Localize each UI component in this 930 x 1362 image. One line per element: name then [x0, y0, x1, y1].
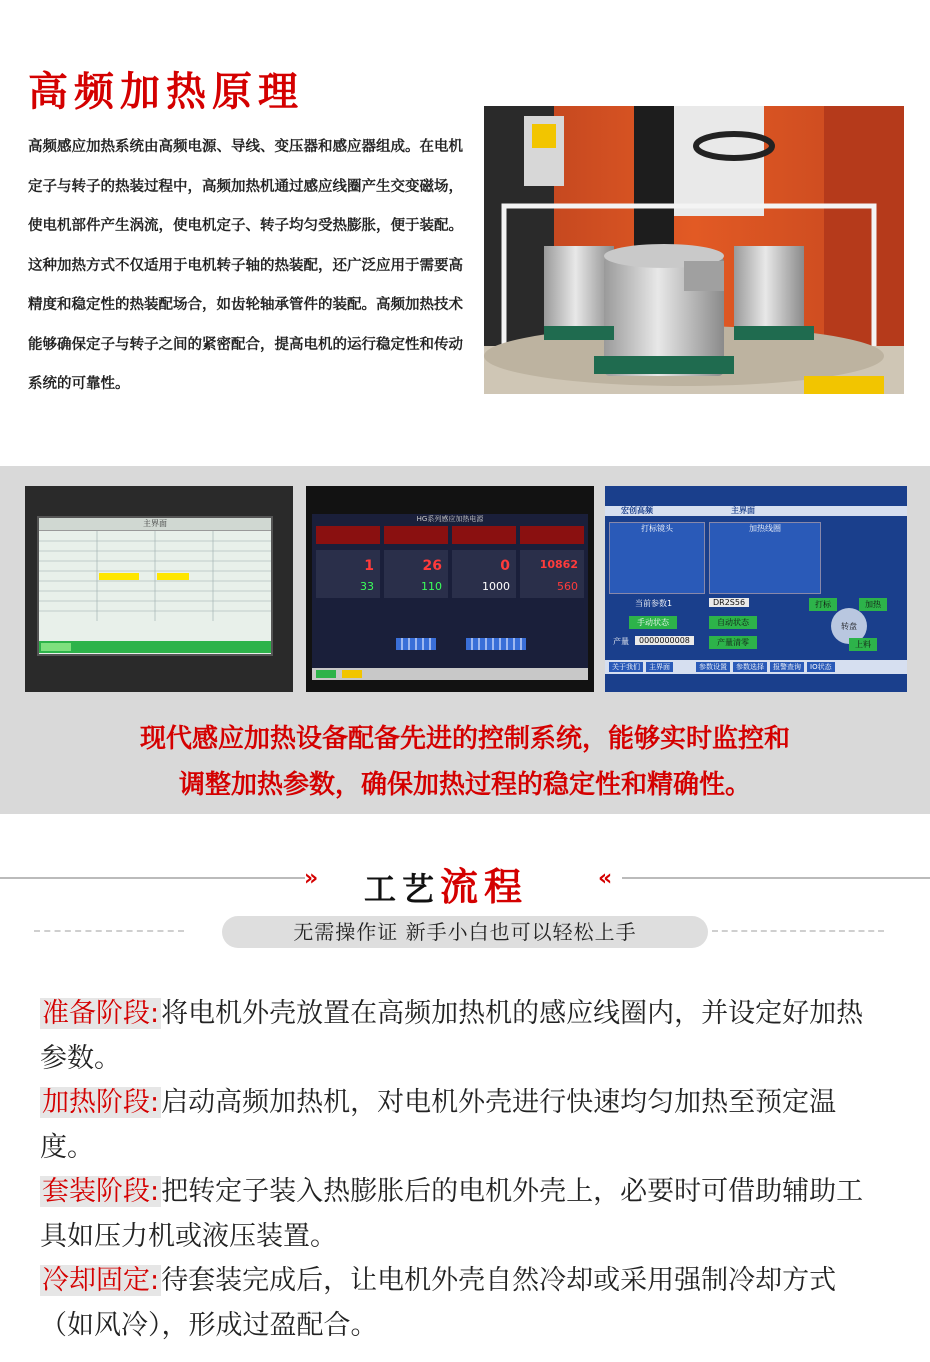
screen-3-header: [605, 506, 907, 516]
footer-about-button[interactable]: 关于我们: [609, 662, 643, 672]
title-rule-left: [0, 877, 305, 879]
section-title-process-red: 流程: [440, 865, 529, 909]
section-title-process: [364, 856, 528, 911]
caption-line-1: 现代感应加热设备配备先进的控制系统，能够实时监控和: [139, 724, 790, 754]
marking-lens-label: 打标镜头: [641, 524, 673, 533]
screen-2-bars: [316, 634, 584, 654]
step-assemble: [40, 1170, 870, 1259]
screen-1-table: [39, 531, 271, 655]
bar-2: [466, 638, 526, 650]
footer-alarm-button[interactable]: 报警查询: [770, 662, 804, 672]
control-screen-2: [306, 486, 594, 692]
control-screen-1: [25, 486, 293, 692]
heating-coil-label: 加热线圈: [749, 524, 781, 533]
screen-3-footer: [605, 660, 907, 674]
screen-3-title: 主界面: [731, 506, 755, 515]
title-rule-right: [622, 877, 930, 879]
load-button[interactable]: 上料: [849, 638, 877, 651]
screen-2-start-button[interactable]: [316, 670, 336, 678]
gauge-top-1: [316, 526, 380, 544]
readout-sv-2: 110: [421, 580, 442, 593]
screen-3-marking-lens: [609, 522, 705, 594]
step-label: 套装阶段:: [42, 1176, 160, 1207]
screen-3-brand: 宏创高频: [621, 506, 653, 515]
screen-3-params: [609, 598, 801, 654]
readout-pv-1: 1: [364, 558, 374, 574]
step-prepare: [40, 992, 870, 1081]
step-label: 准备阶段:: [42, 998, 160, 1029]
bar-1: [396, 638, 436, 650]
screen-2-display: [312, 514, 588, 680]
gauge-top-2: [384, 526, 448, 544]
section-title-heating-principle: 高频加热原理: [28, 69, 304, 115]
screen-1-display: [37, 516, 273, 656]
readout-sv-4: 560: [557, 580, 578, 593]
step-text: 待套装完成后，让电机外壳自然冷却或采用强制冷却方式（如风冷），形成过盈配合。: [40, 1265, 837, 1341]
screen-2-stop-button[interactable]: [342, 670, 362, 678]
readout-block-2: [384, 550, 448, 598]
gauge-top-3: [452, 526, 516, 544]
readout-pv-3: 0: [500, 558, 510, 574]
step-cool: [40, 1259, 870, 1348]
readout-pv-2: 26: [422, 558, 442, 574]
footer-param-settings-button[interactable]: 参数设置: [696, 662, 730, 672]
gauge-top-4: [520, 526, 584, 544]
screen-2-readouts: [312, 546, 588, 602]
step-label: 加热阶段:: [42, 1087, 160, 1118]
auto-mode-button[interactable]: 自动状态: [709, 616, 757, 629]
heat-button[interactable]: 加热: [859, 598, 887, 611]
step-text: 启动高频加热机，对电机外壳进行快速均匀加热至预定温度。: [40, 1087, 837, 1163]
control-system-caption: [40, 716, 890, 808]
turntable-button[interactable]: 转盘: [831, 608, 867, 644]
subtitle-dash-left: [34, 930, 184, 932]
footer-io-button[interactable]: IO状态: [807, 662, 835, 672]
caption-line-2: 调整加热参数，确保加热过程的稳定性和精确性。: [178, 770, 751, 800]
readout-block-4: [520, 550, 584, 598]
machine-photo-illustration: [484, 106, 904, 394]
output-label: 产量: [613, 637, 629, 646]
step-text: 将电机外壳放置在高频加热机的感应线圈内，并设定好加热参数。: [40, 998, 864, 1074]
control-screen-3: [605, 486, 907, 692]
reset-output-button[interactable]: 产量清零: [709, 636, 757, 649]
footer-main-button[interactable]: 主界面: [646, 662, 673, 672]
output-value: 0000000008: [635, 636, 694, 645]
subtitle-dash-right: [712, 930, 884, 932]
section-title-process-black: 工艺: [364, 870, 441, 908]
screen-2-gauges: [312, 524, 588, 546]
mark-button[interactable]: 打标: [809, 598, 837, 611]
screen-3-controls: [809, 598, 903, 654]
process-subtitle-pill: 无需操作证 新手小白也可以轻松上手: [222, 916, 708, 948]
intro-paragraph: 高频感应加热系统由高频电源、导线、变压器和感应器组成。在电机定子与转子的热装过程中，高频加热机通过感应线圈产生交变磁场，使电机部件产生涡流，使电机定子、转子均匀受热膨胀，便于装配。这种加热方式不仅适用于电机转子轴的热装配，还广泛应用于需要高精度和稳定性的热装配场合，如齿轮轴承管件的装配。高频加热技术能够确保定子与转子之间的紧密配合，提高电机的运行稳定性和传动系统的可靠性。: [28, 139, 463, 392]
readout-pv-4: 10862: [539, 558, 578, 571]
machine-photo: [484, 106, 904, 394]
current-param-label: 当前参数1: [635, 599, 673, 608]
readout-block-1: [316, 550, 380, 598]
chevron-left-icon: «: [598, 866, 613, 891]
process-steps: [40, 992, 870, 1348]
manual-mode-button[interactable]: 手动状态: [629, 616, 677, 629]
readout-sv-3: 1000: [482, 580, 510, 593]
current-param-value: DR2S56: [709, 598, 749, 607]
step-text: 把转定子装入热膨胀后的电机外壳上，必要时可借助辅助工具如压力机或液压装置。: [40, 1176, 864, 1252]
chevron-right-icon: »: [304, 866, 319, 891]
screen-2-footer: [312, 668, 588, 680]
step-heat: [40, 1081, 870, 1170]
screen-2-title: HG系列感应加热电源: [416, 515, 484, 523]
screen-3-heating-coil: [709, 522, 821, 594]
readout-block-3: [452, 550, 516, 598]
footer-param-select-button[interactable]: 参数选择: [733, 662, 767, 672]
screen-1-title: 主界面: [39, 518, 271, 531]
readout-sv-1: 33: [360, 580, 374, 593]
step-label: 冷却固定:: [42, 1265, 160, 1296]
